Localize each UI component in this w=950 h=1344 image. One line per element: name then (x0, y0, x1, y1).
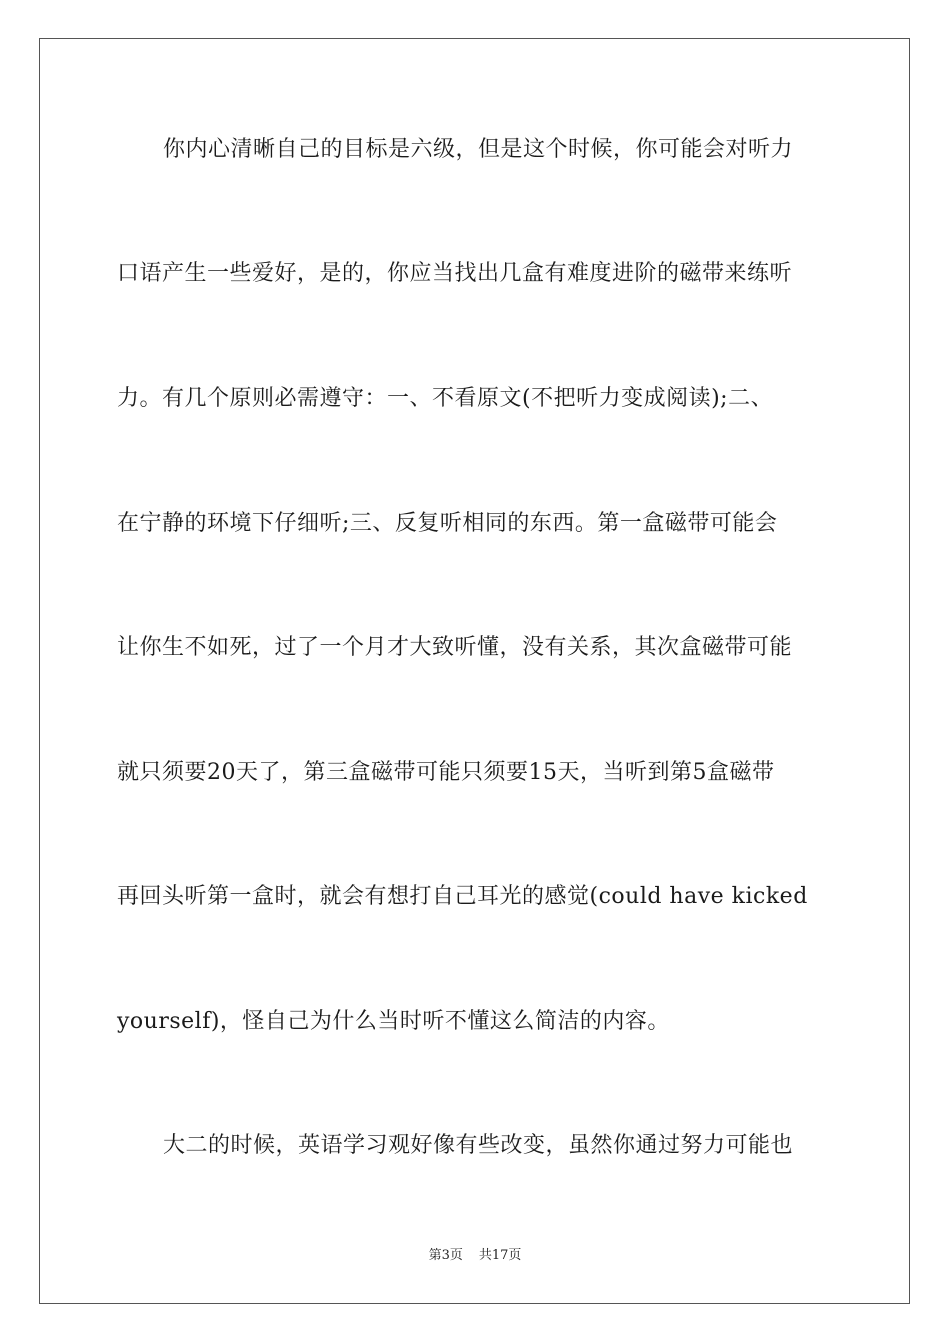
paragraph-line: 你内心清晰自己的目标是六级，但是这个时候，你可能会对听力 (163, 137, 794, 162)
paragraph-line: 口语产生一些爱好，是的，你应当找出几盒有难度进阶的磁带来练听 (117, 261, 793, 286)
paragraph-line: 在宁静的环境下仔细听;三、反复听相同的东西。第一盒磁带可能会 (117, 511, 778, 536)
page-total: 共17页 (478, 1248, 522, 1263)
page-border (39, 38, 910, 1304)
paragraph-line: 大二的时候，英语学习观好像有些改变，虽然你通过努力可能也 (163, 1133, 794, 1158)
paragraph-line: 就只须要20天了，第三盒磁带可能只须要15天，当听到第5盒磁带 (117, 760, 775, 785)
paragraph-line: 力。有几个原则必需遵守：一、不看原文(不把听力变成阅读);二、 (117, 386, 774, 411)
page-footer (0, 1247, 950, 1265)
paragraph-line: yourself)，怪自己为什么当时听不懂这么简洁的内容。 (117, 1009, 670, 1034)
paragraph-line: 再回头听第一盒时，就会有想打自己耳光的感觉(could have kicked (117, 884, 808, 909)
paragraph-line: 让你生不如死，过了一个月才大致听懂，没有关系，其次盒磁带可能 (117, 635, 793, 660)
page-number: 第3页 (428, 1248, 463, 1263)
